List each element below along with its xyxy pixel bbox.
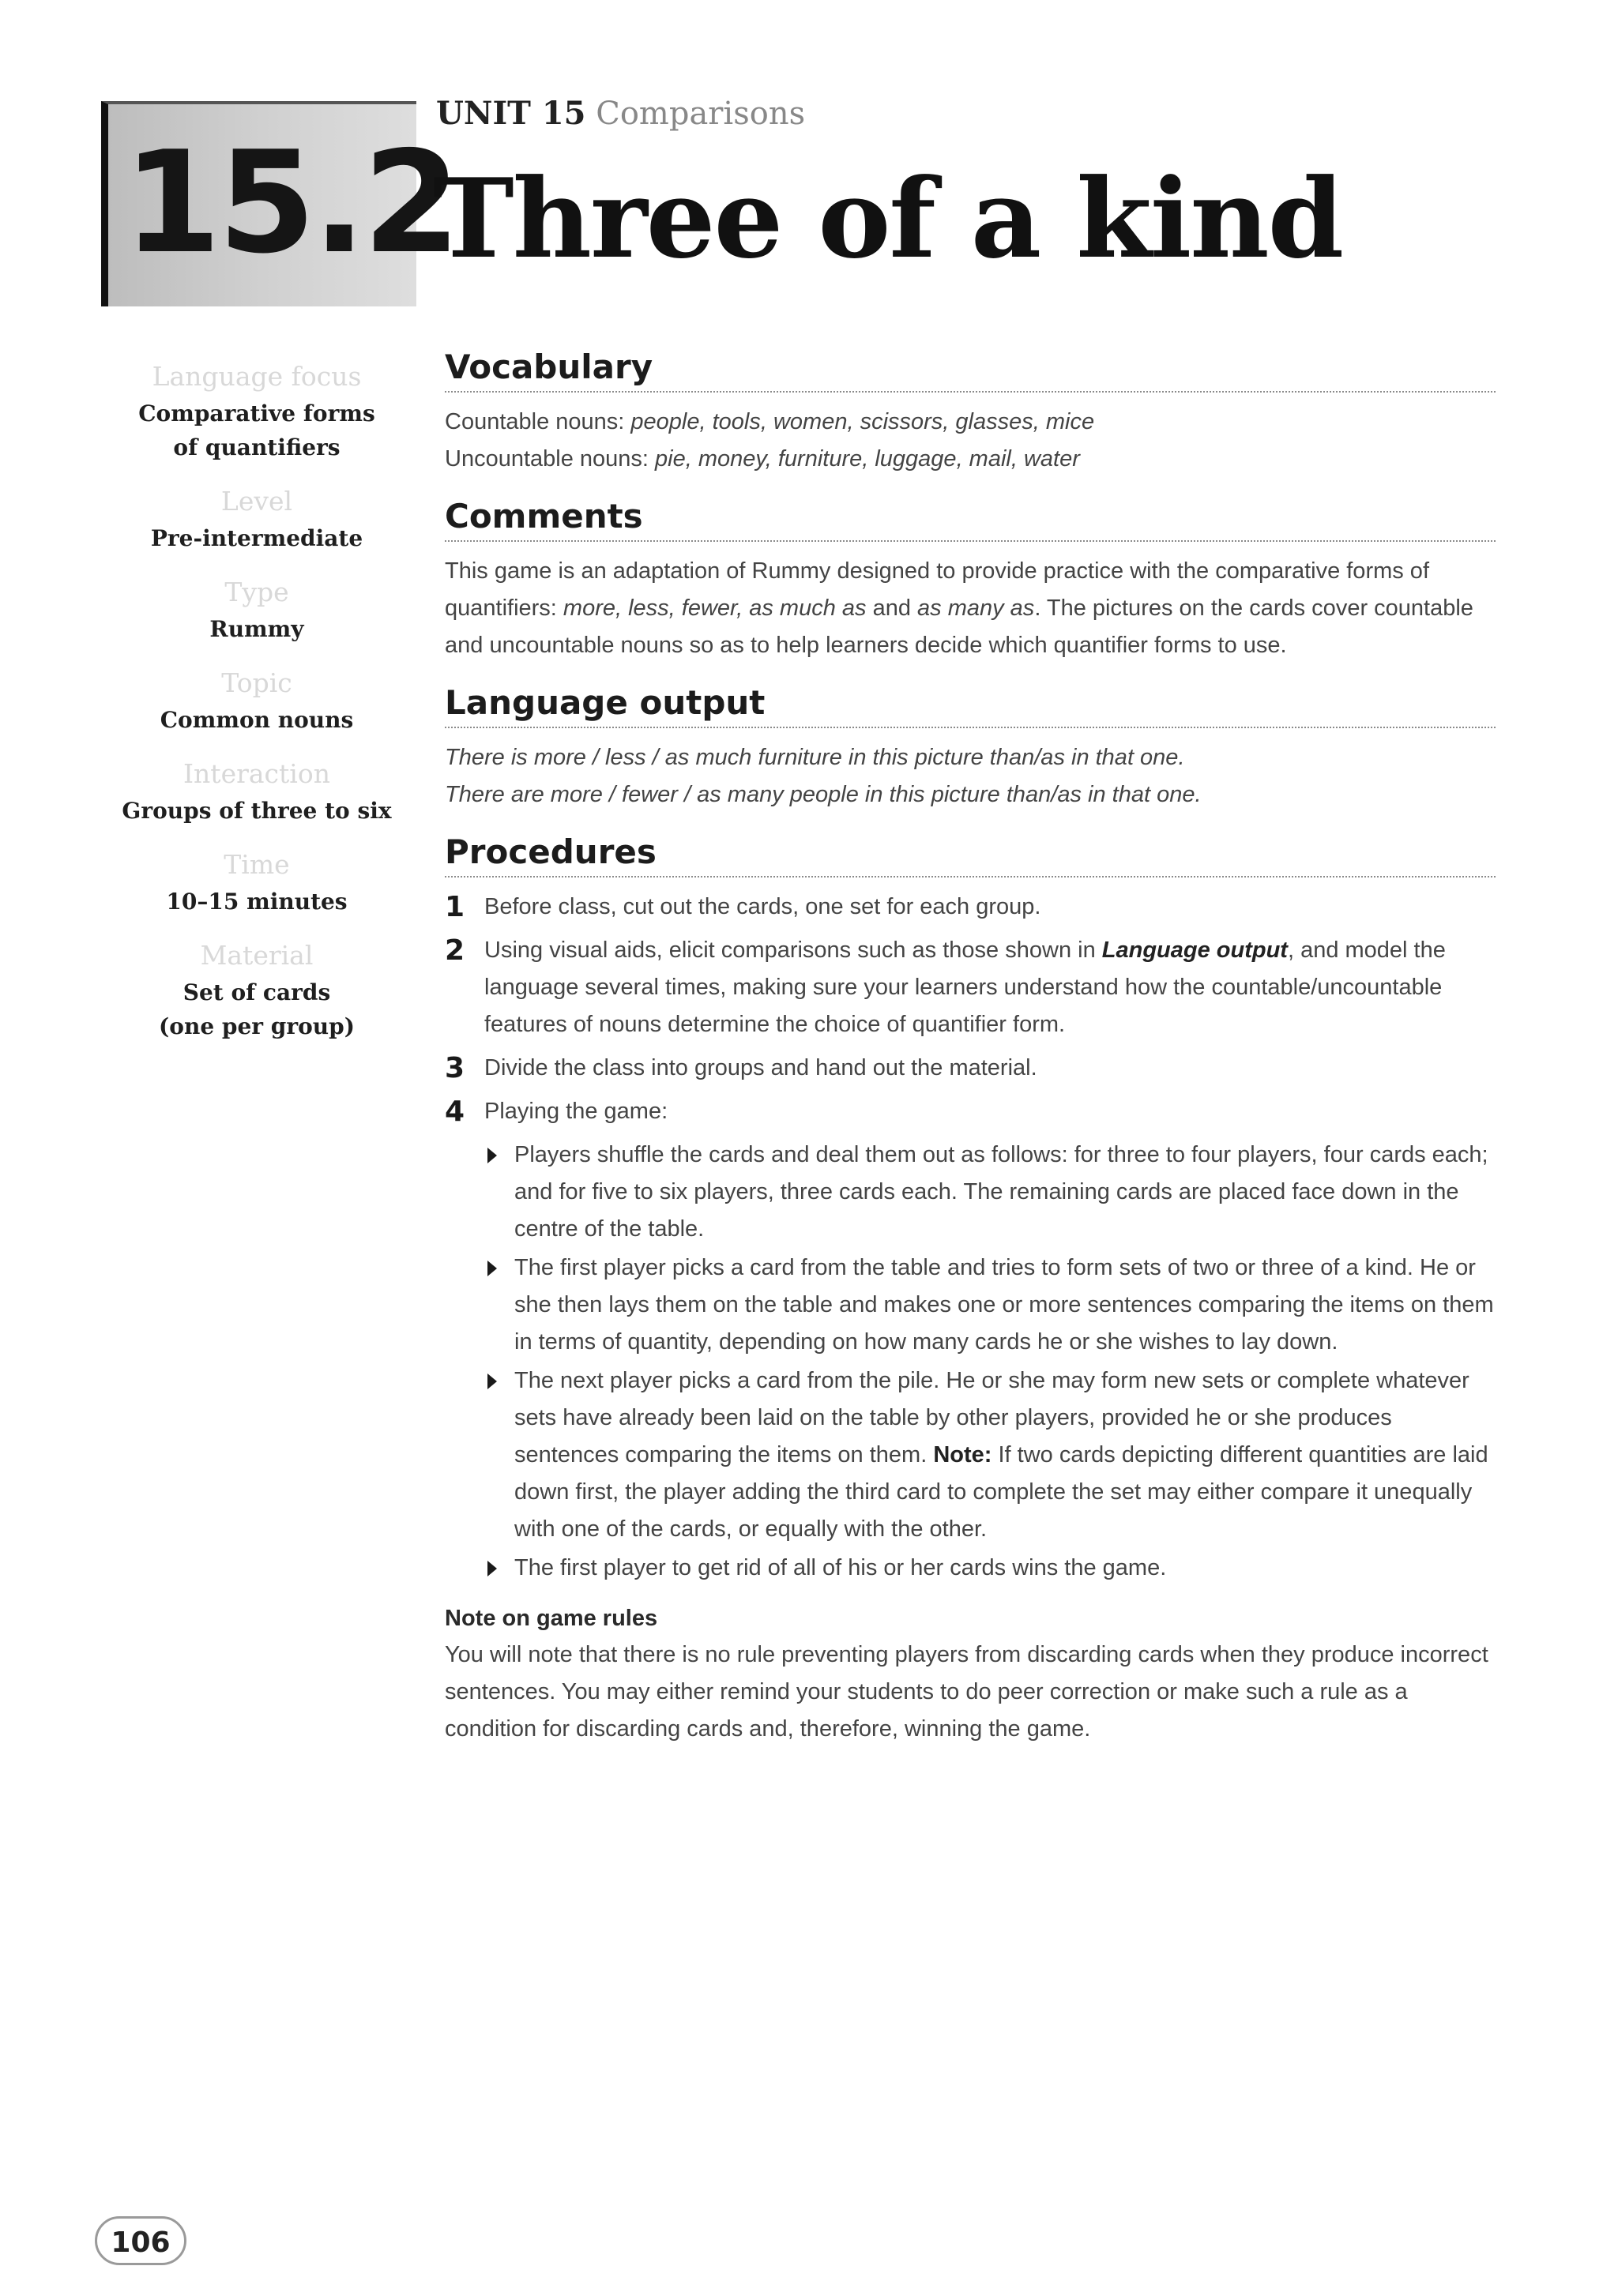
output-sentence-2: There are more / fewer / as many people in this picture than/as in that one. (445, 782, 1202, 807)
triangle-bullet-icon (484, 1137, 514, 1174)
sidebar-value-type: Rummy (209, 616, 304, 642)
sidebar-value-material: Set of cards (one per group) (159, 979, 355, 1039)
countable-words: people, tools, women, scissors, glasses, mice (630, 409, 1095, 434)
procedure-step (445, 932, 1496, 1043)
step-text-after: , and model the language several times, making sure your learners understand how the countable/uncountable features of nouns determine the choice of quantifier form. (484, 938, 1446, 1037)
step-bold-reference: Language output (1101, 938, 1288, 963)
game-step-text-after: If two cards depicting different quantities are laid down first, the player adding the third card to complete the set may either compare it unequally with one of the cards, or equally with the other. (514, 1442, 1488, 1542)
sidebar-label-time: Time (224, 849, 290, 880)
game-step-text: The first player picks a card from the table and tries to form sets of two or three of a kind. He or she then lays them on the table and makes one or more sentences comparing the items on them in terms of quantity, depending on how many cards he or she wishes to lay down. (514, 1255, 1494, 1355)
note-section (445, 1606, 1496, 1748)
procedure-step (445, 889, 1496, 926)
procedure-step (445, 1050, 1496, 1087)
step-number: 4 (445, 1095, 465, 1128)
sidebar-label-interaction: Interaction (183, 758, 330, 789)
step-text: Before class, cut out the cards, one set for each group. (484, 894, 1041, 919)
game-step (484, 1362, 1496, 1548)
unit-topic: Comparisons (596, 96, 806, 132)
unit-prefix: UNIT 15 (436, 95, 586, 132)
game-step (484, 1550, 1496, 1587)
sidebar-value-language-focus: Comparative forms of quantifiers (138, 400, 375, 460)
step-number: 1 (445, 891, 465, 923)
comments-and: and (866, 596, 918, 621)
note-heading: Note on game rules (445, 1606, 658, 1631)
procedures-section (445, 832, 1496, 1587)
unit-label (436, 95, 805, 132)
uncountable-label: Uncountable nouns: (445, 446, 656, 472)
game-step-text: Players shuffle the cards and deal them out as follows: for three to four players, four cards each; and for five to six players, three cards each. The remaining cards are placed face down in the centre of the table. (514, 1142, 1488, 1242)
page-title: Three of a kind (433, 154, 1343, 283)
comments-text-after: . The pictures on the cards cover countable and uncountable nouns so as to help learners decide which quantifier forms to use. (445, 596, 1473, 658)
step-text (484, 932, 1496, 1043)
main-content (445, 348, 1496, 1748)
comments-heading: Comments (445, 497, 1496, 542)
comments-text-before: This game is an adaptation of Rummy designed to provide practice with the comparative forms of quantifiers: (445, 558, 1429, 621)
game-step (484, 1249, 1496, 1361)
comments-text (445, 553, 1496, 664)
triangle-bullet-icon (484, 1249, 514, 1287)
countable-label: Countable nouns: (445, 409, 631, 434)
triangle-bullet-icon (484, 1550, 514, 1587)
game-steps-list (445, 1137, 1496, 1587)
language-output-heading: Language output (445, 683, 1496, 728)
vocabulary-heading: Vocabulary (445, 348, 1496, 393)
info-sidebar (119, 357, 395, 1061)
step-text: Playing the game: (484, 1099, 668, 1124)
sidebar-label-type: Type (224, 577, 289, 607)
procedure-step (445, 1093, 1496, 1130)
step-number: 3 (445, 1052, 465, 1084)
note-label: Note: (933, 1442, 992, 1467)
vocabulary-countable (445, 404, 1496, 441)
triangle-bullet-icon (484, 1362, 514, 1400)
step-text: Divide the class into groups and hand out the material. (484, 1055, 1037, 1080)
comments-section (445, 497, 1496, 664)
procedures-heading: Procedures (445, 832, 1496, 877)
note-text: You will note that there is no rule preventing players from discarding cards when they produce incorrect sentences. You may either remind your students to do peer correction or make such a rule as a condition for discarding cards and, therefore, winning the game. (445, 1642, 1488, 1742)
language-output-section (445, 683, 1496, 814)
output-sentence-1: There is more / less / as much furniture in this picture than/as in that one. (445, 745, 1185, 770)
sidebar-value-time: 10–15 minutes (166, 889, 348, 915)
game-step-text (514, 1362, 1496, 1548)
sidebar-value-interaction: Groups of three to six (122, 798, 392, 824)
game-step-text: The first player to get rid of all of his or her cards wins the game. (514, 1555, 1167, 1580)
game-step-text-before: The next player picks a card from the pile. He or she may form new sets or complete whatever sets have already been laid on the table by other players, provided he or she produces sentences comparing the items on them. (514, 1368, 1469, 1467)
vocabulary-uncountable (445, 441, 1496, 478)
game-step (484, 1137, 1496, 1248)
comments-quantifier-as-many: as many as (917, 596, 1035, 621)
uncountable-words: pie, money, furniture, luggage, mail, water (655, 446, 1080, 472)
sidebar-label-language-focus: Language focus (152, 361, 362, 392)
step-text-before: Using visual aids, elicit comparisons such as those shown in (484, 938, 1102, 963)
step-number: 2 (445, 934, 465, 967)
sidebar-value-level: Pre-intermediate (150, 525, 363, 551)
sidebar-label-level: Level (220, 486, 293, 517)
procedure-list (445, 889, 1496, 1130)
sidebar-value-topic: Common nouns (160, 707, 354, 733)
sidebar-label-topic: Topic (221, 667, 292, 698)
vocabulary-section (445, 348, 1496, 478)
comments-quantifiers: more, less, fewer, as much as (563, 596, 867, 621)
unit-number: 15.2 (123, 121, 458, 284)
sidebar-label-material: Material (200, 940, 314, 971)
page-number: 106 (95, 2216, 186, 2265)
